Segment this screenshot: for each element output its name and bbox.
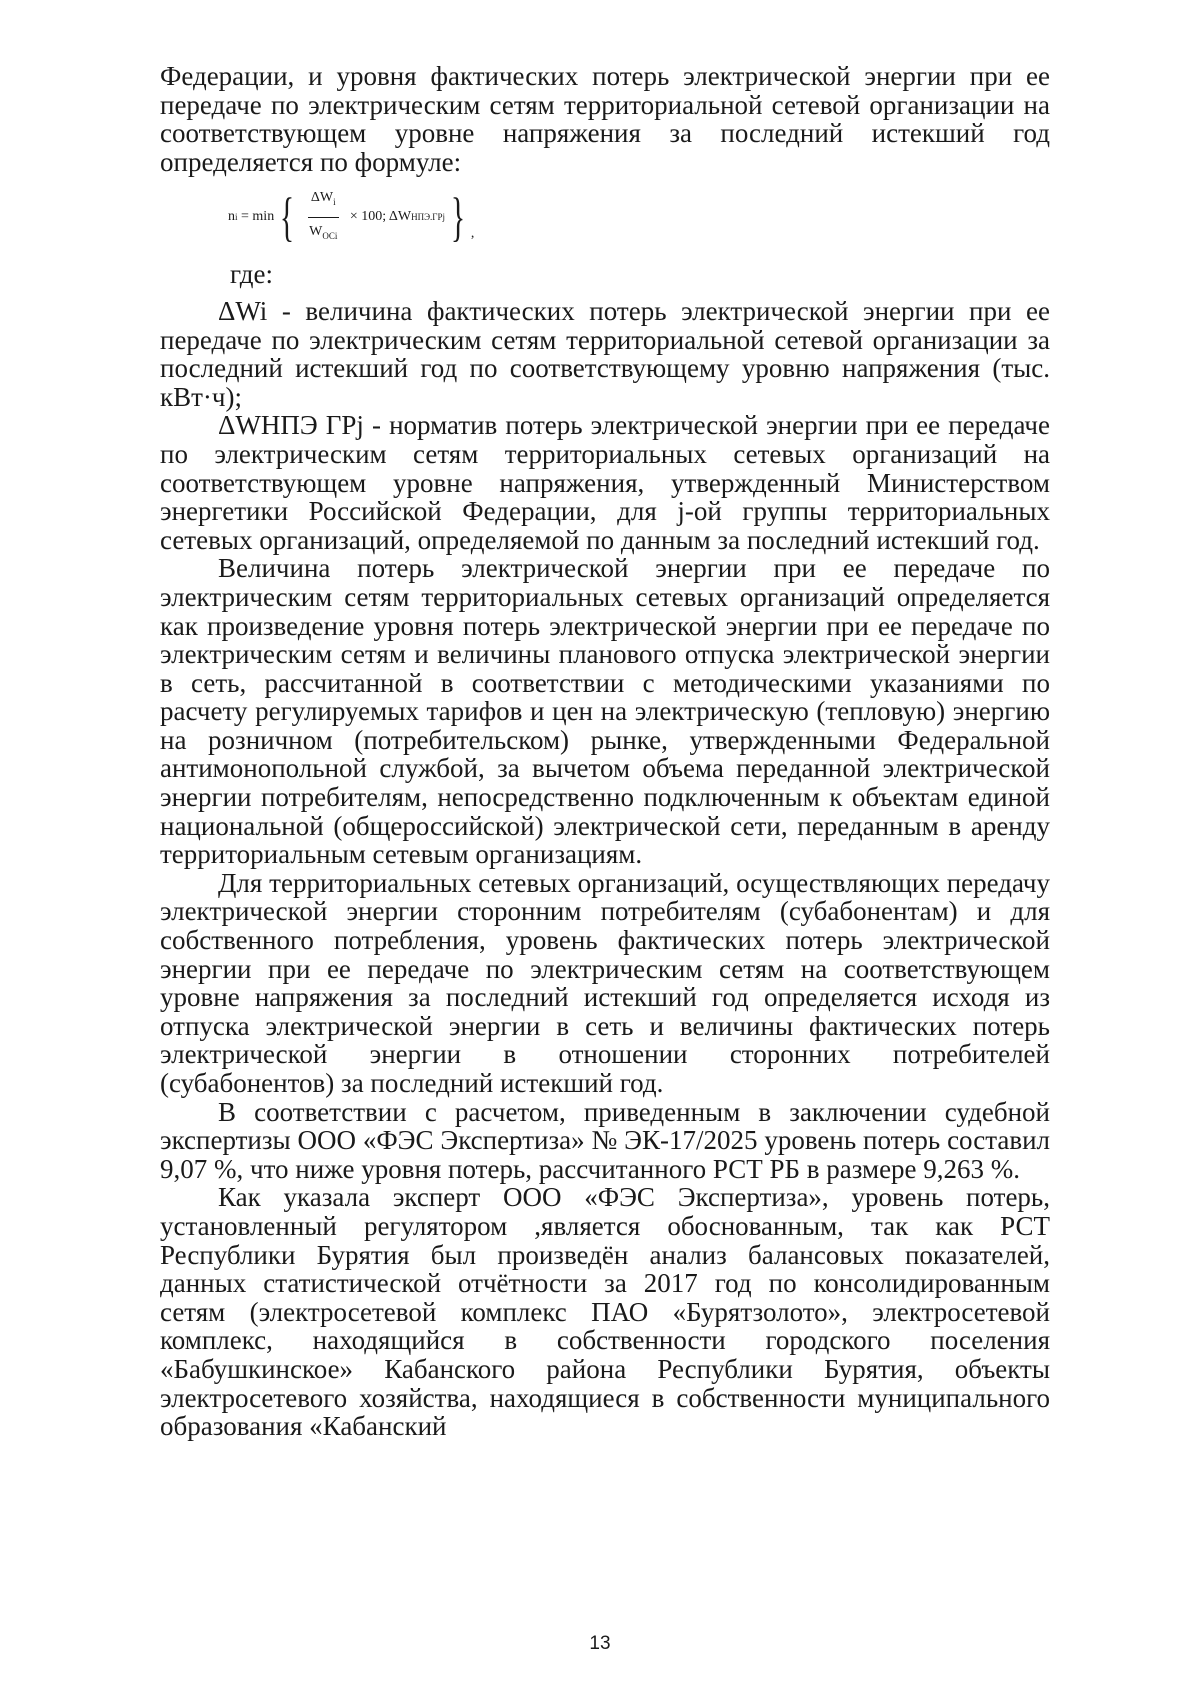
page-body xyxy=(160,62,1050,1441)
formula-norm-sub: НПЭ.ГРj xyxy=(411,212,445,223)
fraction-numerator xyxy=(308,184,339,217)
formula-lhs: n xyxy=(228,209,235,225)
numerator-sub: i xyxy=(333,197,336,208)
formula-comma: , xyxy=(470,225,475,241)
loss-level-formula xyxy=(160,176,1050,258)
paragraph-expert-opinion: Как указала эксперт ООО «ФЭС Экспертиза», уровень потерь, установленный регулятором ,является обоснованным, так как РСТ Республики Бурятия был произведён анализ балансовых показателей, данных статистической отчётности за 2017 год по консолидированным сетям (электросетевой комплекс ПАО «Бурятзолото», электросетевой комплекс, находящийся в собственности городского поселения «Бабушкинское» Кабанского района Республики Бурятия, объекты электросетевого хозяйства, находящиеся в собственности муниципального образования «Кабанский xyxy=(160,1182,1050,1442)
formula-times: × 100; ΔW xyxy=(346,209,412,225)
page-number: 13 xyxy=(589,1633,611,1654)
fraction-denominator xyxy=(306,218,340,250)
paragraph-delta-wnpe: ΔWНПЭ ГРj - норматив потерь электрической энергии при ее передаче по электрическим сетям территориальных сетевых организаций на соответствующем уровне напряжения, утвержденный Министерством энергетики Российской Федерации, для j-ой группы территориальных сетевых организаций, определяемой по данным за последний истекший год. xyxy=(160,410,1050,555)
numerator-text: ΔW xyxy=(310,190,334,206)
paragraph-expertise-result: В соответствии с расчетом, приведенным в заключении судебной экспертизы ООО «ФЭС Экспертиза» № ЭК-17/2025 уровень потерь составил 9,07 %, что ниже уровня потерь, рассчитанного РСТ РБ в размере 9,263 %. xyxy=(160,1096,1050,1184)
paragraph-tso-subscribers: Для территориальных сетевых организаций, осуществляющих передачу электрической энергии сторонним потребителям (субабонентам) и для собственного потребления, уровень фактических потерь электрической энергии при ее передаче по электрическим сетям на соответствующем уровне напряжения за последний истекший год определяется исходя из отпуска электрической энергии в сеть и величины фактических потерь электрической энергии в отношении сторонних потребителей (субабонентов) за последний истекший год. xyxy=(160,867,1050,1098)
denominator-text: W xyxy=(309,223,323,239)
formula-lhs-sub: i xyxy=(235,212,238,223)
where-label: где: xyxy=(230,259,273,290)
formula-min: = min xyxy=(237,209,275,225)
paragraph-loss-value: Величина потерь электрической энергии при ее передаче по электрическим сетям территориальных сетевых организаций определяется как произведение уровня потерь электрической энергии при ее передаче по электрическим сетям и величины планового отпуска электрической энергии в сеть, рассчитанной в соответствии с методическими указаниями по расчету регулируемых тарифов и цен на электрическую (тепловую) энергию на розничном (потребительском) рынке, утвержденными Федеральной антимонопольной службой, за вычетом объема переданной электрической энергии потребителям, непосредственно подключенным к объектам единой национальной (общероссийской) электрической сети, переданным в аренду территориальным сетевым организациям. xyxy=(160,553,1050,870)
left-brace: { xyxy=(280,187,295,248)
paragraph-delta-wi: ΔWi - величина фактических потерь электрической энергии при ее передаче по электрическим сетям территориальной сетевой организации за последний истекший год по соответствующему уровню напряжения (тыс. кВт·ч); xyxy=(160,295,1050,412)
paragraph-intro: Федерации, и уровня фактических потерь электрической энергии при ее передаче по электрическим сетям территориальной сетевой организации на соответствующем уровне напряжения за последний истекший год определяется по формуле: xyxy=(160,61,1050,177)
right-brace: } xyxy=(450,187,466,248)
denominator-sub: OCi xyxy=(322,230,338,241)
formula-fraction xyxy=(306,184,340,250)
